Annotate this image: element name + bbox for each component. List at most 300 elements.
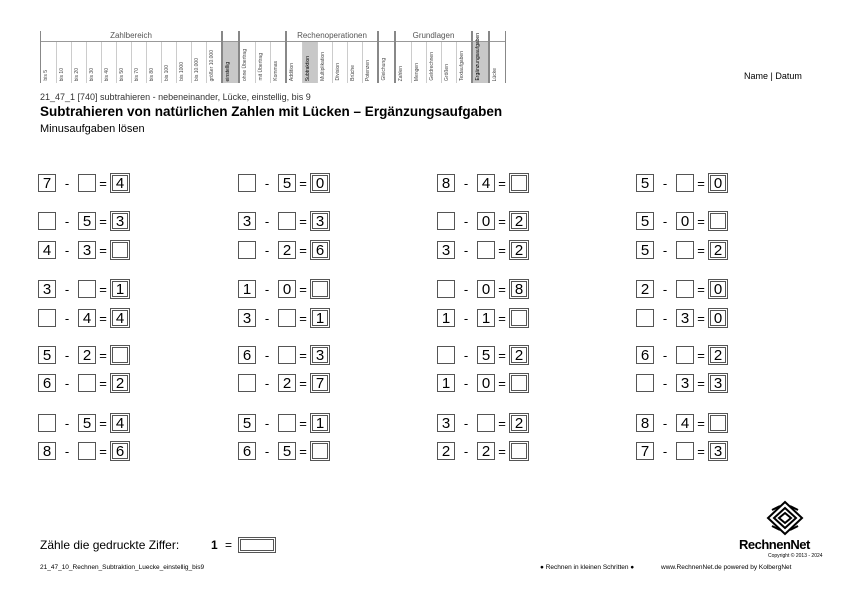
result-value (112, 242, 128, 258)
result-box (708, 240, 728, 260)
header-column (426, 42, 441, 83)
header-column (362, 42, 377, 83)
equals-sign: = (697, 443, 705, 459)
header-column-label: bis 100 (164, 64, 170, 81)
minuend-box: 6 (238, 346, 256, 364)
equals-sign: = (99, 347, 107, 363)
header-column-label: Mengen (414, 62, 420, 81)
header-column (302, 42, 317, 83)
minus-sign: - (463, 443, 469, 459)
header-column (206, 42, 221, 83)
header-column-label: Textaufgaben (459, 50, 465, 81)
subtraction-task (38, 279, 130, 299)
subtraction-task (437, 345, 529, 365)
result-value: 1 (112, 281, 128, 297)
subtraction-task (38, 211, 130, 231)
minuend-box[interactable] (38, 414, 56, 432)
result-box (110, 308, 130, 328)
subtraction-task (636, 373, 728, 393)
minus-sign: - (64, 175, 70, 191)
subtrahend-box[interactable] (676, 280, 694, 298)
minus-sign: - (64, 375, 70, 391)
subtraction-task (636, 173, 728, 193)
result-value: 2 (710, 347, 726, 363)
minuend-box: 7 (636, 442, 654, 460)
header-column (101, 42, 116, 83)
subtrahend-box: 5 (278, 442, 296, 460)
subtraction-task (238, 173, 330, 193)
worksheet-info: 21_47_1 [740] subtrahieren - nebeneinander, Lücke, einstellig, bis 9 (40, 92, 311, 102)
subtraction-task (636, 240, 728, 260)
result-box (509, 413, 529, 433)
count-answer-box[interactable] (238, 537, 276, 553)
count-label: Zähle die gedruckte Ziffer: (40, 538, 180, 552)
subtraction-task (38, 173, 130, 193)
subtrahend-box: 4 (477, 174, 495, 192)
subtrahend-box[interactable] (278, 414, 296, 432)
result-box[interactable] (310, 279, 330, 299)
result-box[interactable] (708, 413, 728, 433)
subtrahend-box[interactable] (78, 374, 96, 392)
header-column-label: Addition (289, 62, 295, 81)
minus-sign: - (264, 415, 270, 431)
equals-sign: = (498, 443, 506, 459)
minus-sign: - (64, 443, 70, 459)
result-value: 2 (511, 347, 527, 363)
header-column (191, 42, 206, 83)
result-box[interactable] (509, 308, 529, 328)
subtrahend-box[interactable] (78, 442, 96, 460)
subtraction-task (238, 279, 330, 299)
minus-sign: - (662, 281, 668, 297)
minuend-box: 5 (636, 212, 654, 230)
header-group-title: Grundlagen (396, 31, 471, 42)
minuend-box[interactable] (238, 374, 256, 392)
minus-sign: - (64, 415, 70, 431)
result-value: 7 (312, 375, 328, 391)
header-group-title (223, 31, 238, 42)
equals-sign: = (697, 347, 705, 363)
subtrahend-box: 2 (278, 374, 296, 392)
subtrahend-box: 5 (477, 346, 495, 364)
minuend-box[interactable] (38, 212, 56, 230)
result-value: 4 (112, 415, 128, 431)
subtrahend-box[interactable] (477, 241, 495, 259)
minus-sign: - (264, 375, 270, 391)
result-value (511, 175, 527, 191)
header-column (56, 42, 71, 83)
equals-sign: = (299, 415, 307, 431)
equals-sign: = (299, 213, 307, 229)
minuend-box: 2 (437, 442, 455, 460)
classification-table (40, 31, 506, 83)
subtrahend-box[interactable] (278, 309, 296, 327)
header-group (489, 31, 506, 83)
equals-sign: = (299, 281, 307, 297)
minus-sign: - (64, 310, 70, 326)
subtraction-task (437, 413, 529, 433)
header-column-label: bis 20 (74, 67, 80, 81)
minuend-box[interactable] (38, 309, 56, 327)
minus-sign: - (64, 213, 70, 229)
header-column (347, 42, 362, 83)
result-box[interactable] (708, 211, 728, 231)
minus-sign: - (463, 281, 469, 297)
subtraction-task (437, 373, 529, 393)
header-column-label: Zahlen (398, 65, 404, 81)
result-value: 3 (112, 213, 128, 229)
equals-sign: = (498, 415, 506, 431)
subtraction-task (238, 441, 330, 461)
footer-tagline: ● Rechnen in kleinen Schritten ● (540, 564, 635, 571)
header-column-label: bis 10.000 (194, 57, 200, 81)
subtrahend-box[interactable] (278, 212, 296, 230)
subtrahend-box: 4 (676, 414, 694, 432)
minuend-box: 6 (636, 346, 654, 364)
equals-sign: = (99, 310, 107, 326)
result-value: 0 (710, 310, 726, 326)
header-column (396, 42, 411, 83)
result-value: 1 (312, 310, 328, 326)
minuend-box: 8 (38, 442, 56, 460)
equals-sign: = (697, 415, 705, 431)
result-box (110, 373, 130, 393)
header-column-label: Potenzen (365, 59, 371, 81)
result-value: 0 (312, 175, 328, 191)
result-box[interactable] (509, 441, 529, 461)
result-value: 4 (112, 175, 128, 191)
subtrahend-box: 3 (676, 374, 694, 392)
equals-sign: = (498, 242, 506, 258)
subtraction-task (636, 211, 728, 231)
header-column-label: Subtraktion (305, 55, 311, 81)
equals-sign: = (697, 175, 705, 191)
header-column-label: bis 40 (104, 67, 110, 81)
result-box (708, 173, 728, 193)
minus-sign: - (662, 375, 668, 391)
equals-sign: = (697, 281, 705, 297)
subtraction-task (238, 211, 330, 231)
result-box (310, 173, 330, 193)
minus-sign: - (463, 242, 469, 258)
footer-website: www.RechnenNet.de powered by KolbergNet (661, 564, 792, 571)
count-equals: = (225, 538, 233, 552)
minuend-box: 5 (636, 241, 654, 259)
copyright: Copyright © 2013 - 2024 (768, 553, 823, 559)
minus-sign: - (64, 347, 70, 363)
minus-sign: - (662, 443, 668, 459)
result-value (511, 310, 527, 326)
subtrahend-box: 2 (477, 442, 495, 460)
minus-sign: - (463, 375, 469, 391)
equals-sign: = (498, 175, 506, 191)
subtraction-task (636, 345, 728, 365)
header-group (286, 31, 378, 83)
subtraction-task (437, 279, 529, 299)
equals-sign: = (299, 175, 307, 191)
equals-sign: = (299, 443, 307, 459)
subtraction-task (38, 308, 130, 328)
minus-sign: - (264, 281, 270, 297)
header-column (456, 42, 471, 83)
minuend-box: 5 (238, 414, 256, 432)
header-column (131, 42, 146, 83)
result-box (310, 308, 330, 328)
equals-sign: = (99, 375, 107, 391)
page-title: Subtrahieren von natürlichen Zahlen mit Lücken – Ergänzungsaufgaben (40, 104, 503, 119)
result-value: 2 (511, 415, 527, 431)
minus-sign: - (264, 310, 270, 326)
rechnennet-logo-icon (766, 500, 804, 536)
result-box[interactable] (509, 373, 529, 393)
header-column-label: Geldrechnen (429, 52, 435, 81)
subtrahend-box[interactable] (78, 280, 96, 298)
header-column-label: Kommas (273, 61, 279, 81)
header-group-title: Rechenoperationen (287, 31, 377, 42)
header-column (411, 42, 426, 83)
header-column (161, 42, 176, 83)
subtraction-task (437, 173, 529, 193)
subtrahend-box: 3 (78, 241, 96, 259)
result-value (710, 415, 726, 431)
minuend-box: 2 (636, 280, 654, 298)
minus-sign: - (64, 281, 70, 297)
result-box[interactable] (110, 345, 130, 365)
equals-sign: = (299, 310, 307, 326)
result-value: 2 (511, 213, 527, 229)
header-column-label: mit Übertrag (258, 53, 264, 81)
minus-sign: - (662, 175, 668, 191)
subtraction-task (238, 373, 330, 393)
header-column-label: einstellig (225, 61, 231, 81)
equals-sign: = (99, 242, 107, 258)
subtraction-task (38, 345, 130, 365)
result-value (511, 375, 527, 391)
subtrahend-box: 0 (477, 212, 495, 230)
subtraction-task (437, 211, 529, 231)
header-column (287, 42, 302, 83)
equals-sign: = (697, 213, 705, 229)
result-box (310, 211, 330, 231)
equals-sign: = (99, 281, 107, 297)
result-box (110, 441, 130, 461)
equals-sign: = (99, 443, 107, 459)
header-column-label: Größen (444, 64, 450, 81)
minuend-box[interactable] (238, 174, 256, 192)
minuend-box: 1 (238, 280, 256, 298)
subtraction-task (636, 441, 728, 461)
minuend-box: 3 (38, 280, 56, 298)
subtrahend-box[interactable] (78, 174, 96, 192)
minuend-box: 1 (437, 374, 455, 392)
subtrahend-box[interactable] (676, 442, 694, 460)
subtrahend-box[interactable] (676, 241, 694, 259)
header-column (116, 42, 131, 83)
result-box (110, 173, 130, 193)
subtrahend-box: 1 (477, 309, 495, 327)
result-box[interactable] (110, 240, 130, 260)
header-column-label: bis 30 (89, 67, 95, 81)
subtrahend-box: 2 (78, 346, 96, 364)
subtraction-task (437, 308, 529, 328)
header-group-title: Zahlbereich (41, 31, 221, 42)
minuend-box: 8 (437, 174, 455, 192)
subtrahend-box[interactable] (676, 174, 694, 192)
header-column (240, 42, 255, 83)
minus-sign: - (662, 213, 668, 229)
result-value (312, 281, 328, 297)
subtrahend-box: 5 (78, 212, 96, 230)
result-box (110, 211, 130, 231)
header-column-label: bis 1000 (179, 62, 185, 81)
header-group (239, 31, 286, 83)
header-column (176, 42, 191, 83)
result-box (509, 279, 529, 299)
subtrahend-box: 0 (477, 280, 495, 298)
minuend-box[interactable] (437, 280, 455, 298)
equals-sign: = (299, 242, 307, 258)
header-column (441, 42, 456, 83)
equals-sign: = (99, 175, 107, 191)
result-box (310, 413, 330, 433)
subtraction-task (38, 240, 130, 260)
equals-sign: = (498, 310, 506, 326)
subtrahend-box: 0 (676, 212, 694, 230)
result-value: 6 (312, 242, 328, 258)
result-value: 3 (312, 347, 328, 363)
minuend-box: 5 (636, 174, 654, 192)
header-column-label: bis 80 (149, 67, 155, 81)
page-subtitle: Minusaufgaben lösen (40, 123, 145, 135)
header-column (473, 33, 488, 83)
header-column (270, 42, 285, 83)
result-value: 1 (312, 415, 328, 431)
result-box (708, 441, 728, 461)
result-value: 2 (112, 375, 128, 391)
minus-sign: - (264, 175, 270, 191)
header-column-label: Multiplikation (320, 52, 326, 81)
result-value (312, 443, 328, 459)
minuend-box[interactable] (437, 346, 455, 364)
minuend-box: 1 (437, 309, 455, 327)
result-box (509, 240, 529, 260)
header-column (317, 42, 332, 83)
subtraction-task (437, 441, 529, 461)
minus-sign: - (463, 415, 469, 431)
subtrahend-box: 2 (278, 241, 296, 259)
result-value: 4 (112, 310, 128, 326)
header-group (472, 31, 489, 83)
minuend-box[interactable] (437, 212, 455, 230)
result-box (310, 373, 330, 393)
subtrahend-box[interactable] (676, 346, 694, 364)
minus-sign: - (264, 443, 270, 459)
equals-sign: = (498, 281, 506, 297)
equals-sign: = (299, 375, 307, 391)
equals-sign: = (299, 347, 307, 363)
header-column-label: bis 50 (119, 67, 125, 81)
result-value: 3 (312, 213, 328, 229)
result-value: 2 (710, 242, 726, 258)
header-column-label: bis 5 (43, 70, 49, 81)
minus-sign: - (264, 213, 270, 229)
result-value: 0 (710, 281, 726, 297)
header-column-label: größer 10.000 (209, 49, 215, 81)
minuend-box[interactable] (238, 241, 256, 259)
result-box[interactable] (509, 173, 529, 193)
result-value (710, 213, 726, 229)
minus-sign: - (463, 310, 469, 326)
result-box (708, 308, 728, 328)
header-group (378, 31, 395, 83)
minus-sign: - (463, 213, 469, 229)
result-value: 8 (511, 281, 527, 297)
subtrahend-box[interactable] (477, 414, 495, 432)
minus-sign: - (64, 242, 70, 258)
header-column (332, 42, 347, 83)
header-column (223, 42, 238, 83)
result-value (112, 347, 128, 363)
result-box (708, 279, 728, 299)
minuend-box: 3 (238, 309, 256, 327)
subtraction-task (636, 308, 728, 328)
name-date-label: Name | Datum (744, 71, 802, 81)
minuend-box[interactable] (636, 309, 654, 327)
minuend-box: 3 (238, 212, 256, 230)
header-column-label: Division (335, 63, 341, 81)
result-box[interactable] (310, 441, 330, 461)
subtrahend-box: 0 (278, 280, 296, 298)
header-group-title (240, 31, 285, 42)
minuend-box: 8 (636, 414, 654, 432)
subtrahend-box: 3 (676, 309, 694, 327)
count-digit: 1 (211, 538, 218, 552)
header-group (222, 31, 239, 83)
minuend-box: 7 (38, 174, 56, 192)
minuend-box: 5 (38, 346, 56, 364)
equals-sign: = (99, 213, 107, 229)
equals-sign: = (99, 415, 107, 431)
minus-sign: - (662, 415, 668, 431)
equals-sign: = (498, 213, 506, 229)
subtraction-task (636, 279, 728, 299)
minus-sign: - (463, 175, 469, 191)
minuend-box: 3 (437, 414, 455, 432)
header-column-label: bis 10 (59, 67, 65, 81)
minus-sign: - (662, 347, 668, 363)
minus-sign: - (662, 310, 668, 326)
equals-sign: = (498, 347, 506, 363)
header-column (41, 42, 56, 83)
subtraction-task (437, 240, 529, 260)
logo-text: RechnenNet (739, 537, 810, 552)
equals-sign: = (697, 242, 705, 258)
result-value: 6 (112, 443, 128, 459)
equals-sign: = (498, 375, 506, 391)
minus-sign: - (264, 242, 270, 258)
minus-sign: - (463, 347, 469, 363)
minuend-box[interactable] (636, 374, 654, 392)
header-column (490, 42, 505, 83)
result-box (110, 413, 130, 433)
header-column-label: ohne Übertrag (242, 49, 248, 81)
result-box (310, 240, 330, 260)
header-group-title (490, 31, 505, 42)
minus-sign: - (264, 347, 270, 363)
result-value: 3 (710, 443, 726, 459)
header-column (146, 42, 161, 83)
subtrahend-box[interactable] (278, 346, 296, 364)
